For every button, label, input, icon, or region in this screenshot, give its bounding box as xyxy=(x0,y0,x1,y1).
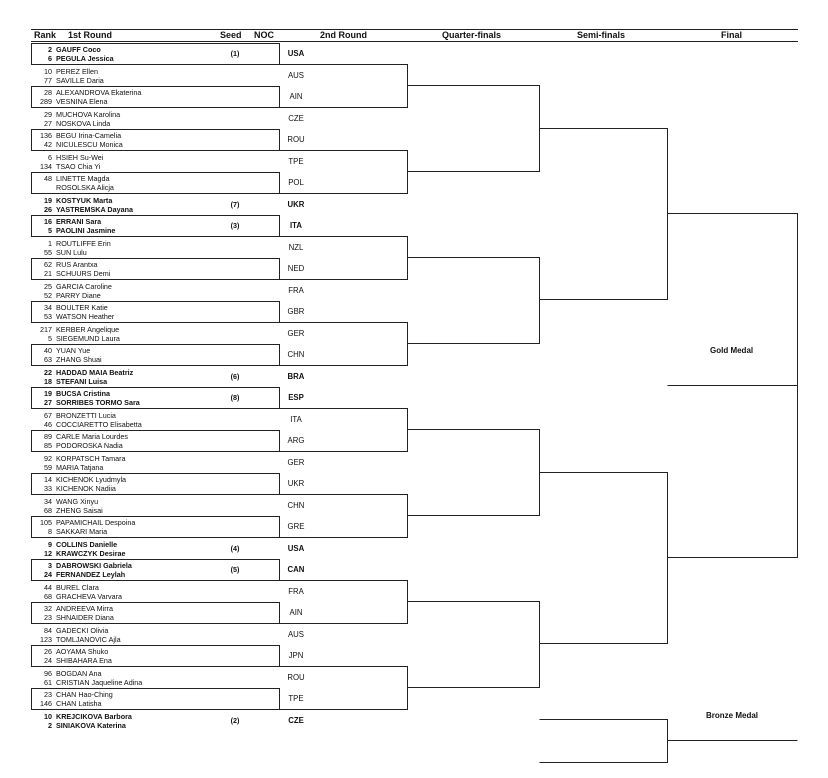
player-name: KREJCIKOVA Barbora xyxy=(56,711,132,721)
noc-code: CZE xyxy=(288,113,304,123)
header-final: Final xyxy=(721,30,743,40)
player-rank: 16 xyxy=(44,217,52,226)
player-name: ZHENG Saisai xyxy=(56,505,103,515)
player-rank: 2 xyxy=(48,45,52,54)
player-rank: 59 xyxy=(44,462,52,472)
player-name: PAOLINI Jasmine xyxy=(56,226,116,235)
seed-label: (7) xyxy=(230,199,240,209)
player-rank: 14 xyxy=(44,475,52,484)
player-name: ROSOLSKA Alicja xyxy=(56,183,114,192)
player-rank: 27 xyxy=(44,398,52,407)
noc-code: ITA xyxy=(290,414,302,424)
player-rank: 289 xyxy=(40,97,52,106)
player-rank: 68 xyxy=(44,505,52,515)
player-name: WATSON Heather xyxy=(56,312,115,321)
player-name: CHAN Latisha xyxy=(56,699,102,708)
noc-code: ESP xyxy=(288,393,304,402)
player-rank: 21 xyxy=(44,269,52,278)
player-name: ANDREEVA Mirra xyxy=(56,604,113,613)
player-name: SIEGEMUND Laura xyxy=(56,333,120,343)
player-name: STEFANI Luisa xyxy=(56,376,108,386)
player-rank: 89 xyxy=(44,432,52,441)
player-rank: 67 xyxy=(44,410,52,420)
player-rank: 29 xyxy=(44,109,52,119)
player-name: SCHUURS Demi xyxy=(56,269,111,278)
player-rank: 6 xyxy=(48,152,52,162)
noc-code: GRE xyxy=(287,522,305,531)
player-rank: 62 xyxy=(44,260,52,269)
player-name: WANG Xinyu xyxy=(56,496,99,506)
player-name: KOSTYUK Marta xyxy=(56,195,113,205)
noc-code: UKR xyxy=(287,199,305,209)
player-rank: 123 xyxy=(40,634,52,644)
player-rank: 32 xyxy=(44,604,52,613)
player-name: RUS Arantxa xyxy=(56,260,98,269)
player-name: TSAO Chia Yi xyxy=(56,161,101,171)
player-rank: 46 xyxy=(44,419,52,429)
player-name: ERRANI Sara xyxy=(56,217,102,226)
noc-code: AIN xyxy=(289,608,303,617)
noc-code: FRA xyxy=(288,586,304,596)
player-name: CHAN Hao-Ching xyxy=(56,690,113,699)
gold-medal-label: Gold Medal xyxy=(710,346,754,355)
player-rank: 55 xyxy=(44,247,52,257)
player-name: YASTREMSKA Dayana xyxy=(56,204,133,214)
player-name: PODOROSKA Nadia xyxy=(56,441,123,450)
semi-final-connectors xyxy=(540,129,668,644)
player-name: COCCIARETTO Elisabetta xyxy=(56,419,142,429)
bronze-medal-connector xyxy=(540,720,798,763)
player-name: GARCIA Caroline xyxy=(56,281,112,291)
player-rank: 22 xyxy=(44,367,52,377)
player-rank: 10 xyxy=(44,711,52,721)
header-quarter-finals: Quarter-finals xyxy=(442,30,502,40)
player-name: COLLINS Danielle xyxy=(56,539,118,549)
player-name: ROUTLIFFE Erin xyxy=(56,238,111,248)
noc-code: TPE xyxy=(288,156,304,166)
seed-label: (8) xyxy=(230,393,240,402)
player-name: PEGULA Jessica xyxy=(56,54,114,63)
player-name: GRACHEVA Varvara xyxy=(56,591,123,601)
header-semi-finals: Semi-finals xyxy=(577,30,626,40)
seed-label: (5) xyxy=(230,565,240,574)
seed-label: (4) xyxy=(230,543,240,553)
player-rank: 34 xyxy=(44,303,52,312)
player-rank: 28 xyxy=(44,88,52,97)
player-rank: 77 xyxy=(44,75,52,85)
player-name: CRISTIAN Jaqueline Adina xyxy=(56,677,143,687)
player-rank: 24 xyxy=(44,570,52,579)
player-name: SHIBAHARA Ena xyxy=(56,656,112,665)
player-rank: 53 xyxy=(44,312,52,321)
player-name: HADDAD MAIA Beatriz xyxy=(56,367,134,377)
player-rank: 134 xyxy=(40,161,52,171)
player-name: BUCSA Cristina xyxy=(56,389,111,398)
noc-code: AUS xyxy=(287,629,305,639)
noc-code: USA xyxy=(287,49,305,58)
noc-code: CHN xyxy=(287,350,305,359)
player-name: SUN Lulu xyxy=(56,247,87,257)
player-name: HSIEH Su-Wei xyxy=(56,152,104,162)
player-name: LINETTE Magda xyxy=(56,174,110,183)
player-name: BOULTER Katie xyxy=(56,303,108,312)
noc-code: TPE xyxy=(288,694,304,703)
player-rank: 92 xyxy=(44,453,52,463)
player-rank: 18 xyxy=(44,376,52,386)
player-rank: 33 xyxy=(44,484,52,493)
player-rank: 52 xyxy=(44,290,52,300)
player-rank: 2 xyxy=(48,720,52,730)
noc-code: FRA xyxy=(288,285,304,295)
player-rank: 61 xyxy=(44,677,52,687)
player-rank: 23 xyxy=(44,613,52,622)
player-name: SAKKARI Maria xyxy=(56,527,108,536)
player-rank: 23 xyxy=(44,690,52,699)
player-rank: 63 xyxy=(44,355,52,364)
player-name: YUAN Yue xyxy=(56,346,91,355)
player-name: NICULESCU Monica xyxy=(56,140,123,149)
player-name: BOGDAN Ana xyxy=(56,668,102,678)
player-name: SINIAKOVA Katerina xyxy=(56,720,126,730)
player-name: ALEXANDROVA Ekaterina xyxy=(56,88,142,97)
noc-code: ROU xyxy=(287,672,305,682)
player-rank: 96 xyxy=(44,668,52,678)
player-rank: 5 xyxy=(48,333,52,343)
player-name: NOSKOVA Linda xyxy=(56,118,111,128)
player-rank: 84 xyxy=(44,625,52,635)
player-rank: 12 xyxy=(44,548,52,558)
player-rank: 68 xyxy=(44,591,52,601)
bronze-medal-label: Bronze Medal xyxy=(706,711,759,720)
noc-code: USA xyxy=(287,543,305,553)
first-round-boxes xyxy=(32,44,280,710)
player-rank: 42 xyxy=(44,140,52,149)
player-rank: 105 xyxy=(40,518,52,527)
header-noc: NOC xyxy=(254,30,274,40)
player-rank: 9 xyxy=(48,539,52,549)
player-rank: 10 xyxy=(44,66,52,76)
player-rank: 146 xyxy=(40,699,52,708)
final-connector xyxy=(668,214,798,558)
noc-code: CHN xyxy=(287,500,305,510)
player-name: KERBER Angelique xyxy=(56,324,120,334)
player-rank: 26 xyxy=(44,647,52,656)
player-name: KICHENOK Nadiia xyxy=(56,484,116,493)
player-rank: 6 xyxy=(48,54,52,63)
player-rank: 19 xyxy=(44,389,52,398)
player-rank: 5 xyxy=(48,226,52,235)
player-name: GAUFF Coco xyxy=(56,45,101,54)
header-second-round: 2nd Round xyxy=(320,30,367,40)
player-name: KORPATSCH Tamara xyxy=(56,453,126,463)
player-rank: 217 xyxy=(40,324,52,334)
noc-code: UKR xyxy=(287,479,305,488)
player-name: BRONZETTI Lucia xyxy=(56,410,116,420)
noc-code: NZL xyxy=(288,242,304,252)
quarter-final-connectors xyxy=(408,86,540,688)
header-first-round: 1st Round xyxy=(68,30,112,40)
player-name: BEGU Irina-Camelia xyxy=(56,131,122,140)
noc-code: AUS xyxy=(287,70,305,80)
player-name: MUCHOVA Karolina xyxy=(56,109,121,119)
seed-label: (3) xyxy=(230,221,240,230)
player-rank: 19 xyxy=(44,195,52,205)
player-rank: 44 xyxy=(44,582,52,592)
player-rank: 40 xyxy=(44,346,52,355)
player-name: SORRIBES TORMO Sara xyxy=(56,398,140,407)
player-rank: 3 xyxy=(48,561,52,570)
player-name: DABROWSKI Gabriela xyxy=(56,561,132,570)
player-rank: 24 xyxy=(44,656,52,665)
second-round-connectors xyxy=(280,65,408,710)
noc-code: GBR xyxy=(287,307,305,316)
player-name: GADECKI Olivia xyxy=(56,625,109,635)
player-rank: 136 xyxy=(40,131,52,140)
noc-code: BRA xyxy=(287,371,305,381)
noc-code: ARG xyxy=(287,436,305,445)
player-name: ZHANG Shuai xyxy=(56,355,102,364)
player-name: PARRY Diane xyxy=(56,290,101,300)
player-rank: 48 xyxy=(44,174,52,183)
player-name: VESNINA Elena xyxy=(56,97,108,106)
header-seed: Seed xyxy=(220,30,242,40)
player-rank: 26 xyxy=(44,204,52,214)
player-name: TOMLJANOVIC Ajla xyxy=(56,634,121,644)
player-rank: 25 xyxy=(44,281,52,291)
player-rank: 85 xyxy=(44,441,52,450)
player-name: AOYAMA Shuko xyxy=(56,647,109,656)
noc-code: ROU xyxy=(287,135,305,144)
player-name: CARLE Maria Lourdes xyxy=(56,432,128,441)
seed-label: (2) xyxy=(230,715,240,725)
player-name: BUREL Clara xyxy=(56,582,99,592)
player-name: SHNAIDER Diana xyxy=(56,613,114,622)
player-name: MARIA Tatjana xyxy=(56,462,104,472)
noc-code: AIN xyxy=(289,92,303,101)
noc-code: JPN xyxy=(288,651,304,660)
player-name: PEREZ Ellen xyxy=(56,66,98,76)
noc-code: CAN xyxy=(287,565,305,574)
player-rank: 1 xyxy=(48,238,52,248)
player-name: SAVILLE Daria xyxy=(56,75,104,85)
noc-code: POL xyxy=(288,178,304,187)
noc-code: CZE xyxy=(288,715,304,725)
player-rank: 27 xyxy=(44,118,52,128)
player-name: PAPAMICHAIL Despoina xyxy=(56,518,136,527)
player-name: KRAWCZYK Desirae xyxy=(56,548,126,558)
noc-code: GER xyxy=(287,457,305,467)
noc-code: ITA xyxy=(290,221,302,230)
seed-label: (1) xyxy=(230,49,240,58)
player-rank: 34 xyxy=(44,496,52,506)
player-rank: 8 xyxy=(48,527,52,536)
player-name: FERNANDEZ Leylah xyxy=(56,570,126,579)
noc-code: GER xyxy=(287,328,305,338)
header-rank: Rank xyxy=(34,30,57,40)
seed-label: (6) xyxy=(230,371,240,381)
noc-code: NED xyxy=(287,264,305,273)
player-name: KICHENOK Lyudmyla xyxy=(56,475,127,484)
